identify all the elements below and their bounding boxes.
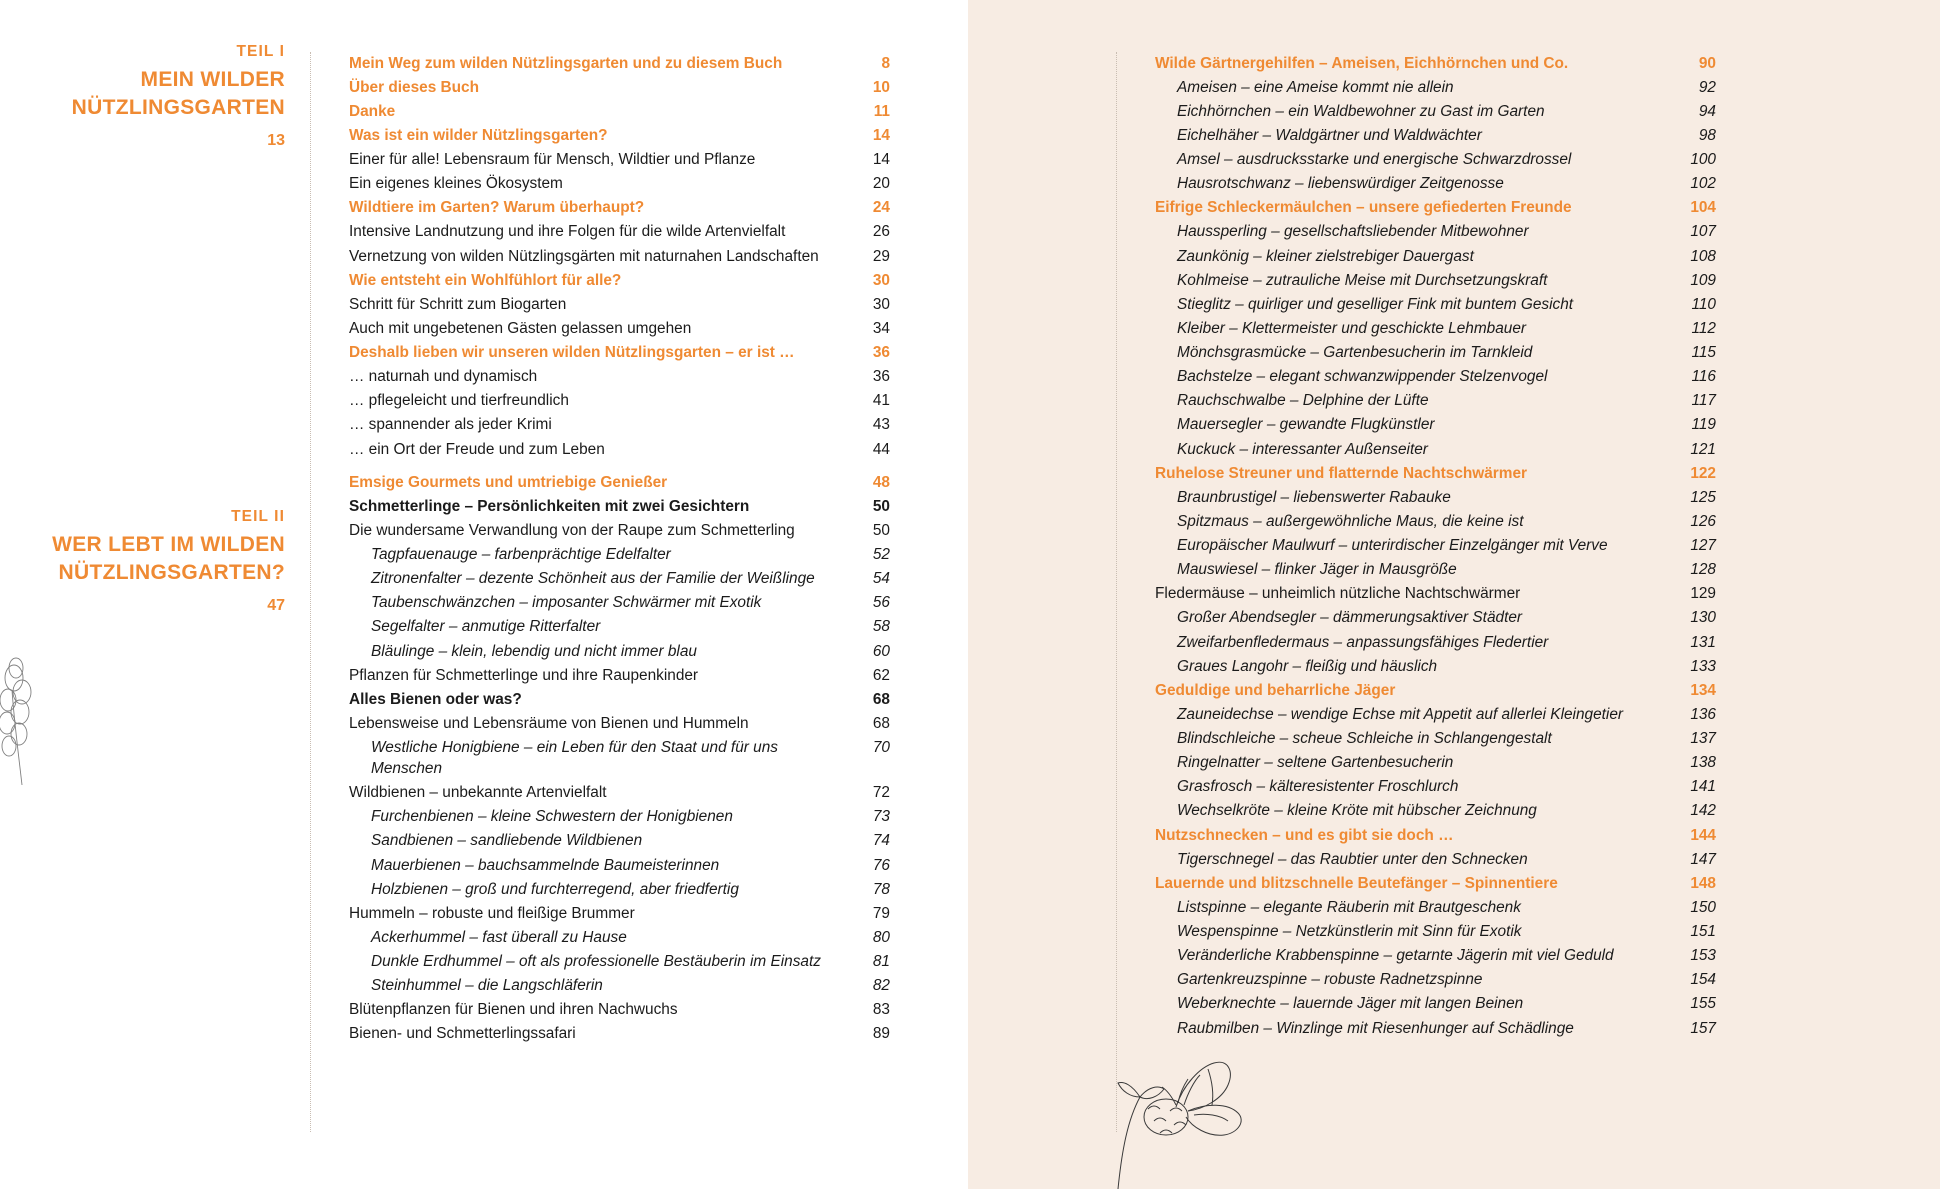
toc-entry[interactable] (349, 149, 890, 173)
toc-entry-label: Kuckuck – interessanter Außenseiter (1177, 440, 1428, 458)
toc-entry-label: Über dieses Buch (349, 78, 480, 96)
toc-entry[interactable] (1177, 510, 1716, 534)
toc-entry-page: 155 (1690, 995, 1716, 1013)
toc-entry-page: 83 (872, 1001, 890, 1019)
toc-entry[interactable] (349, 342, 890, 366)
toc-entry-label: Wie entsteht ein Wohlfühlort für alle? (349, 271, 622, 289)
toc-entry-page: 70 (872, 739, 890, 757)
toc-entry[interactable] (1177, 896, 1716, 920)
toc-entry-label: Emsige Gourmets und umtriebige Genießer (349, 473, 668, 491)
toc-entry[interactable] (371, 878, 890, 902)
toc-entry-page: 56 (872, 594, 890, 612)
toc-entry[interactable] (349, 414, 890, 438)
toc-entry-label: Deshalb lieben wir unseren wilden Nützlingsgarten – er ist … (349, 344, 795, 362)
toc-entry-page: 68 (872, 714, 890, 732)
toc-entry-label: Westliche Honigbiene – ein Leben für den Staat und für uns Menschen (371, 739, 778, 778)
toc-entry[interactable] (349, 390, 890, 414)
toc-entry[interactable] (1155, 679, 1716, 703)
toc-entry-page: 60 (872, 642, 890, 660)
part-page-number: 13 (267, 131, 285, 149)
toc-entry-page: 26 (872, 223, 890, 241)
toc-entry-label: Grasfrosch – kälteresistenter Froschlurch (1177, 778, 1459, 796)
toc-entry-label: Ackerhummel – fast überall zu Hause (371, 928, 627, 946)
toc-entry-page: 10 (872, 78, 890, 96)
toc-entry[interactable] (349, 366, 890, 390)
toc-entry-page: 131 (1690, 633, 1716, 651)
toc-entry-page: 110 (1691, 295, 1716, 313)
toc-entry-label: Braunbrustigel – liebenswerter Rabauke (1177, 488, 1451, 506)
toc-entry-label: Listspinne – elegante Räuberin mit Brautgeschenk (1177, 898, 1521, 916)
part-label: TEIL I (236, 43, 285, 60)
toc-entry-page: 153 (1690, 947, 1716, 965)
toc-entry-page: 78 (872, 880, 890, 898)
toc-entry-label: Zitronenfalter – dezente Schönheit aus der Familie der Weißlinge (371, 570, 815, 588)
toc-entry-label: Stieglitz – quirliger und geselliger Fink mit buntem Gesicht (1177, 295, 1574, 313)
toc-entry-label: Mauswiesel – flinker Jäger in Mausgröße (1177, 561, 1457, 579)
toc-entry[interactable] (349, 782, 890, 806)
toc-entry-label: Mönchsgrasmücke – Gartenbesucherin im Tarnkleid (1177, 344, 1533, 362)
toc-entry-label: Fledermäuse – unheimlich nützliche Nachtschwärmer (1155, 585, 1521, 603)
toc-entry-page: 150 (1690, 898, 1716, 916)
toc-entry-label: Einer für alle! Lebensraum für Mensch, Wildtier und Pflanze (349, 151, 756, 169)
toc-entry-label: Taubenschwänzchen – imposanter Schwärmer mit Exotik (371, 594, 762, 612)
toc-entry-page: 144 (1690, 826, 1716, 844)
toc-entry[interactable] (349, 999, 890, 1023)
toc-entry[interactable] (371, 975, 890, 999)
toc-entry[interactable] (349, 245, 890, 269)
toc-entry-label: Danke (349, 102, 396, 120)
toc-entry[interactable] (371, 616, 890, 640)
toc-entry[interactable] (1177, 269, 1716, 293)
toc-entry-page: 73 (872, 808, 890, 826)
toc-entry[interactable] (1177, 317, 1716, 341)
toc-entry-page: 80 (872, 928, 890, 946)
toc-entry-label: Zweifarbenfledermaus – anpassungsfähiges Fledertier (1177, 633, 1549, 651)
toc-entry-label: Kohlmeise – zutrauliche Meise mit Durchsetzungskraft (1177, 271, 1548, 289)
toc-entry-page: 117 (1691, 392, 1716, 410)
toc-entry[interactable] (1177, 848, 1716, 872)
toc-entry-label: Ameisen – eine Ameise kommt nie allein (1177, 78, 1454, 96)
toc-entry-label: Veränderliche Krabbenspinne – getarnte Jägerin mit viel Geduld (1177, 947, 1614, 965)
toc-entry-label: Wildbienen – unbekannte Artenvielfalt (349, 784, 607, 802)
toc-entry-label: Wildtiere im Garten? Warum überhaupt? (349, 199, 645, 217)
toc-entry-label: Geduldige und beharrliche Jäger (1155, 681, 1396, 699)
toc-entry[interactable] (371, 544, 890, 568)
toc-entry[interactable] (1177, 245, 1716, 269)
toc-entry[interactable] (349, 124, 890, 148)
toc-entry-label: Spitzmaus – außergewöhnliche Maus, die keine ist (1177, 512, 1524, 530)
toc-entry-label: Blindschleiche – scheue Schleiche in Schlangengestalt (1177, 730, 1552, 748)
toc-entry[interactable] (1177, 631, 1716, 655)
toc-entry-page: 92 (1698, 78, 1716, 96)
toc-entry-label: Raubmilben – Winzlinge mit Riesenhunger auf Schädlinge (1177, 1019, 1574, 1037)
toc-entry-page: 109 (1690, 271, 1716, 289)
toc-entry-page: 11 (873, 102, 890, 120)
toc-entry[interactable] (1177, 655, 1716, 679)
toc-entry[interactable] (1155, 52, 1716, 76)
toc-entry-label: Bienen- und Schmetterlingssafari (349, 1025, 576, 1043)
toc-entry[interactable] (371, 737, 890, 782)
toc-entry-page: 90 (1698, 54, 1716, 72)
toc-entry[interactable] (1155, 872, 1716, 896)
toc-entry[interactable] (349, 269, 890, 293)
toc-entry-page: 100 (1690, 151, 1716, 169)
toc-entry[interactable] (1177, 173, 1716, 197)
toc-entry-label: Intensive Landnutzung und ihre Folgen für die wilde Artenvielfalt (349, 223, 786, 241)
toc-entry-label: Wechselkröte – kleine Kröte mit hübscher Zeichnung (1177, 802, 1537, 820)
toc-entry[interactable] (1177, 342, 1716, 366)
toc-entry-label: Schritt für Schritt zum Biogarten (349, 295, 567, 313)
toc-entry[interactable] (349, 221, 890, 245)
toc-entry-page: 137 (1690, 730, 1716, 748)
toc-entry-page: 115 (1691, 344, 1716, 362)
toc-entry-page: 74 (872, 832, 890, 850)
toc-entry-page: 52 (872, 546, 890, 564)
toc-entry[interactable] (1177, 800, 1716, 824)
toc-entry-page: 138 (1690, 754, 1716, 772)
toc-entry-page: 30 (872, 271, 890, 289)
toc-entry-page: 141 (1690, 778, 1716, 796)
toc-entry[interactable] (349, 293, 890, 317)
toc-entry[interactable] (371, 830, 890, 854)
toc-entry[interactable] (1177, 776, 1716, 800)
part-title: WER LEBT IM WILDEN NÜTZLINGSGARTEN? (52, 533, 285, 584)
toc-entry-page: 36 (872, 368, 890, 386)
toc-entry[interactable] (349, 438, 890, 462)
toc-entry-label: Haussperling – gesellschaftsliebender Mitbewohner (1177, 223, 1529, 241)
toc-entry-label: Zaunkönig – kleiner zielstrebiger Dauergast (1177, 247, 1474, 265)
toc-entry[interactable] (1177, 100, 1716, 124)
toc-entry-label: Eichhörnchen – ein Waldbewohner zu Gast im Garten (1177, 102, 1545, 120)
toc-entry-page: 14 (872, 126, 890, 144)
toc-entry-page: 89 (872, 1025, 890, 1043)
toc-entry-page: 151 (1690, 923, 1716, 941)
toc-entry-label: Tigerschnegel – das Raubtier unter den Schnecken (1177, 850, 1528, 868)
toc-entry-label: Wespenspinne – Netzkünstlerin mit Sinn für Exotik (1177, 923, 1522, 941)
toc-entry[interactable] (1177, 728, 1716, 752)
toc-entry-page: 58 (872, 618, 890, 636)
toc-entry-label: Segelfalter – anmutige Ritterfalter (371, 618, 601, 636)
toc-entry[interactable] (1155, 583, 1716, 607)
toc-entry-label: Tagpfauenauge – farbenprächtige Edelfalter (371, 546, 671, 564)
toc-entry-page: 104 (1690, 199, 1716, 217)
toc-entry[interactable] (349, 712, 890, 736)
toc-entry-page: 72 (872, 784, 890, 802)
toc-entry-label: Zauneidechse – wendige Echse mit Appetit auf allerlei Kleingetier (1177, 705, 1624, 723)
toc-entry[interactable] (349, 519, 890, 543)
butterfly-illustration (1088, 989, 1298, 1189)
toc-entry-page: 157 (1690, 1019, 1716, 1037)
toc-entry-page: 122 (1690, 464, 1716, 482)
toc-entry-label: Europäischer Maulwurf – unterirdischer Einzelgänger mit Verve (1177, 537, 1608, 555)
right-page (968, 0, 1940, 1189)
toc-entry-page: 50 (872, 497, 890, 515)
toc-entry-label: Ein eigenes kleines Ökosystem (349, 175, 563, 193)
toc-entry-page: 127 (1690, 537, 1716, 555)
toc-entry-label: … pflegeleicht und tierfreundlich (349, 392, 569, 410)
toc-entry-label: Furchenbienen – kleine Schwestern der Honigbienen (371, 808, 733, 826)
toc-entry[interactable] (1177, 124, 1716, 148)
toc-entry[interactable] (349, 197, 890, 221)
toc-entry[interactable] (1177, 945, 1716, 969)
toc-entry-page: 79 (872, 904, 890, 922)
toc-entry-label: Lebensweise und Lebensräume von Bienen und Hummeln (349, 714, 749, 732)
toc-entry[interactable] (1177, 293, 1716, 317)
toc-entry[interactable] (1177, 486, 1716, 510)
toc-entry-label: Die wundersame Verwandlung von der Raupe zum Schmetterling (349, 521, 795, 539)
toc-entry[interactable] (371, 592, 890, 616)
toc-entry[interactable] (1177, 76, 1716, 100)
toc-entry-page: 136 (1690, 705, 1716, 723)
toc-entry-page: 44 (872, 440, 890, 458)
toc-entry[interactable] (1177, 607, 1716, 631)
toc-entry[interactable] (349, 173, 890, 197)
toc-entry-page: 147 (1690, 850, 1716, 868)
toc-entry[interactable] (1177, 221, 1716, 245)
toc-entry-page: 142 (1690, 802, 1716, 820)
leaf-illustration (0, 630, 62, 790)
toc-column-left (310, 52, 890, 1132)
left-page (0, 0, 968, 1189)
toc-entry[interactable] (371, 568, 890, 592)
toc-entry-page: 154 (1690, 971, 1716, 989)
toc-entry[interactable] (1177, 921, 1716, 945)
toc-entry-label: Alles Bienen oder was? (349, 690, 522, 708)
toc-entry-page: 41 (872, 392, 890, 410)
toc-entry[interactable] (1177, 752, 1716, 776)
toc-entry-page: 134 (1690, 681, 1716, 699)
toc-entry[interactable] (1177, 366, 1716, 390)
toc-entry[interactable] (349, 100, 890, 124)
toc-entry[interactable] (1155, 824, 1716, 848)
toc-entry-label: … ein Ort der Freude und zum Leben (349, 440, 605, 458)
toc-entry-label: Eifrige Schleckermäulchen – unsere gefiederten Freunde (1155, 199, 1572, 217)
toc-entry-page: 34 (872, 319, 890, 337)
toc-entry-label: Bläulinge – klein, lebendig und nicht immer blau (371, 642, 697, 660)
part-title: MEIN WILDER NÜTZLINGSGARTEN (71, 68, 285, 119)
toc-entry-label: Blütenpflanzen für Bienen und ihren Nachwuchs (349, 1001, 678, 1019)
toc-entry-label: Ringelnatter – seltene Gartenbesucherin (1177, 754, 1454, 772)
toc-entry[interactable] (1177, 390, 1716, 414)
toc-entry-label: Sandbienen – sandliebende Wildbienen (371, 832, 643, 850)
toc-column-right (1116, 52, 1716, 1132)
toc-entry-label: Mauerbienen – bauchsammelnde Baumeisterinnen (371, 856, 720, 874)
toc-entry-label: Lauernde und blitzschnelle Beutefänger – Spinnentiere (1155, 874, 1558, 892)
toc-entry[interactable] (349, 52, 890, 76)
toc-entry[interactable] (349, 471, 890, 495)
part-block-2 (35, 505, 285, 615)
toc-entry-label: Eichelhäher – Waldgärtner und Waldwächter (1177, 126, 1482, 144)
toc-entry-label: Pflanzen für Schmetterlinge und ihre Raupenkinder (349, 666, 699, 684)
toc-entry-page: 20 (872, 175, 890, 193)
toc-entry-label: Steinhummel – die Langschläferin (371, 977, 603, 995)
toc-entry[interactable] (349, 902, 890, 926)
toc-entry[interactable] (371, 926, 890, 950)
toc-entry-page: 108 (1690, 247, 1716, 265)
toc-entry-page: 130 (1690, 609, 1716, 627)
toc-entry-label: Weberknechte – lauernde Jäger mit langen Beinen (1177, 995, 1524, 1013)
toc-entry-label: Wilde Gärtnergehilfen – Ameisen, Eichhörnchen und Co. (1155, 54, 1569, 72)
toc-entry-page: 82 (872, 977, 890, 995)
toc-entry[interactable] (349, 1023, 890, 1047)
toc-entry-page: 128 (1690, 561, 1716, 579)
toc-entry-label: Bachstelze – elegant schwanzwippender Stelzenvogel (1177, 368, 1548, 386)
toc-entry-page: 14 (872, 151, 890, 169)
toc-entry-page: 112 (1691, 319, 1716, 337)
toc-entry-label: … spannender als jeder Krimi (349, 416, 552, 434)
toc-entry-page: 107 (1690, 223, 1716, 241)
toc-entry[interactable] (349, 495, 890, 519)
toc-entry[interactable] (1177, 535, 1716, 559)
toc-entry-page: 62 (872, 666, 890, 684)
toc-entry-page: 121 (1690, 440, 1716, 458)
toc-entry[interactable] (349, 76, 890, 100)
toc-entry-page: 24 (872, 199, 890, 217)
toc-entry[interactable] (371, 806, 890, 830)
toc-entry[interactable] (349, 664, 890, 688)
toc-entry-page: 133 (1690, 657, 1716, 675)
toc-entry-label: Vernetzung von wilden Nützlingsgärten mit naturnahen Landschaften (349, 247, 819, 265)
toc-entry[interactable] (371, 854, 890, 878)
toc-entry[interactable] (349, 688, 890, 712)
toc-entry-label: Ruhelose Streuner und flatternde Nachtschwärmer (1155, 464, 1528, 482)
part-label: TEIL II (231, 508, 285, 525)
toc-entry-page: 81 (872, 953, 890, 971)
toc-entry[interactable] (349, 317, 890, 341)
toc-entry-page: 126 (1690, 512, 1716, 530)
toc-entry-page: 119 (1691, 416, 1716, 434)
toc-entry-page: 68 (872, 690, 890, 708)
toc-entry-label: Rauchschwalbe – Delphine der Lüfte (1177, 392, 1429, 410)
toc-entry-label: Holzbienen – groß und furchterregend, aber friedfertig (371, 880, 739, 898)
toc-entry-page: 148 (1690, 874, 1716, 892)
toc-entry-page: 98 (1698, 126, 1716, 144)
toc-entry-label: Dunkle Erdhummel – oft als professionelle Bestäuberin im Einsatz (371, 953, 821, 971)
toc-entry-label: Amsel – ausdrucksstarke und energische Schwarzdrossel (1177, 151, 1572, 169)
toc-entry-label: Was ist ein wilder Nützlingsgarten? (349, 126, 608, 144)
toc-entry-page: 30 (872, 295, 890, 313)
toc-entry-label: Hummeln – robuste und fleißige Brummer (349, 904, 635, 922)
toc-entry-label: Graues Langohr – fleißig und häuslich (1177, 657, 1438, 675)
toc-entry-page: 102 (1690, 175, 1716, 193)
toc-entry[interactable] (371, 640, 890, 664)
toc-entry-label: Auch mit ungebetenen Gästen gelassen umgehen (349, 319, 692, 337)
toc-entry-page: 43 (872, 416, 890, 434)
toc-entry[interactable] (371, 950, 890, 974)
toc-entry-page: 129 (1690, 585, 1716, 603)
toc-entry-page: 76 (872, 856, 890, 874)
toc-entry-label: Kleiber – Klettermeister und geschickte Lehmbauer (1177, 319, 1527, 337)
toc-entry-page: 8 (881, 54, 890, 72)
toc-entry[interactable] (1177, 438, 1716, 462)
toc-entry[interactable] (1155, 197, 1716, 221)
toc-entry-page: 50 (872, 521, 890, 539)
toc-entry[interactable] (1155, 462, 1716, 486)
toc-entry-label: … naturnah und dynamisch (349, 368, 538, 386)
toc-entry-label: Mein Weg zum wilden Nützlingsgarten und zu diesem Buch (349, 54, 783, 72)
toc-entry-page: 36 (872, 344, 890, 362)
toc-entry[interactable] (1177, 703, 1716, 727)
toc-entry-page: 94 (1698, 102, 1716, 120)
toc-entry-page: 54 (872, 570, 890, 588)
toc-entry-page: 48 (872, 473, 890, 491)
toc-entry[interactable] (1177, 559, 1716, 583)
toc-entry-page: 125 (1690, 488, 1716, 506)
toc-entry-label: Hausrotschwanz – liebenswürdiger Zeitgenosse (1177, 175, 1504, 193)
part-page-number: 47 (267, 596, 285, 614)
toc-entry-label: Gartenkreuzspinne – robuste Radnetzspinne (1177, 971, 1483, 989)
toc-entry-label: Nutzschnecken – und es gibt sie doch … (1155, 826, 1454, 844)
toc-entry-page: 116 (1691, 368, 1716, 386)
toc-entry[interactable] (1177, 414, 1716, 438)
toc-entry[interactable] (1177, 149, 1716, 173)
toc-entry-page: 29 (872, 247, 890, 265)
part-block-1 (35, 40, 285, 150)
toc-entry-label: Mauersegler – gewandte Flugkünstler (1177, 416, 1435, 434)
toc-entry-label: Schmetterlinge – Persönlichkeiten mit zwei Gesichtern (349, 497, 750, 515)
toc-entry-label: Großer Abendsegler – dämmerungsaktiver Städter (1177, 609, 1523, 627)
